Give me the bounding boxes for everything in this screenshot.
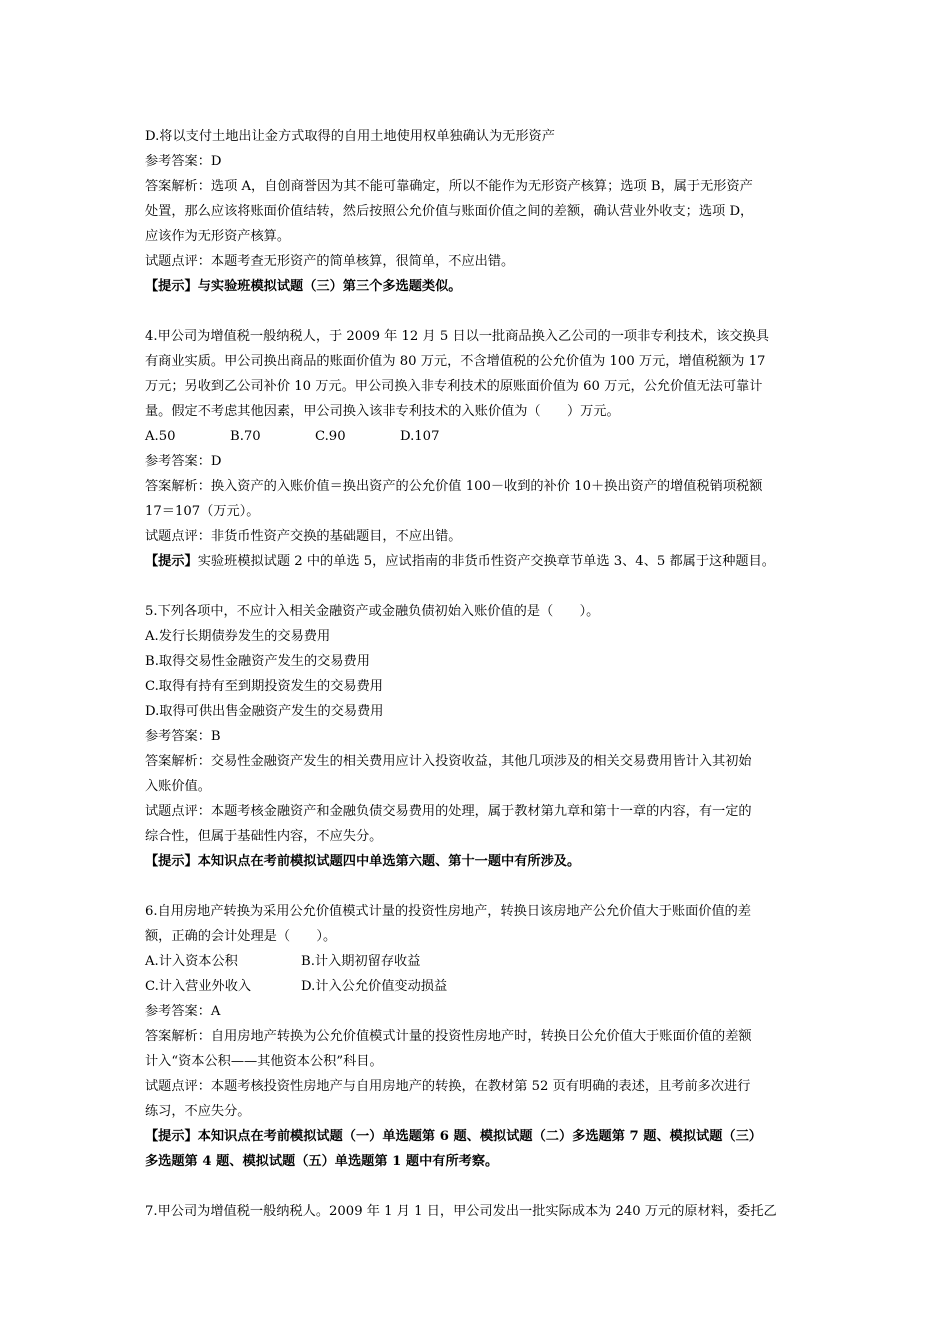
question-stem-line: 额，正确的会计处理是（ ）。 (145, 929, 337, 944)
option-d-line: D.将以支付土地出让金方式取得的自用土地使用权单独确认为无形资产 (145, 129, 555, 144)
reference-answer: 参考答案：B (145, 729, 221, 744)
answer-analysis-line: 计入“资本公积——其他资本公积”科目。 (145, 1054, 383, 1069)
tip-line: 【提示】与实验班模拟试题（三）第三个多选题类似。 (145, 279, 462, 294)
answer-analysis-line: 应该作为无形资产核算。 (145, 229, 291, 244)
tip-text: 实验班模拟试题 2 中的单选 5，应试指南的非货币性资产交换章节单选 3、4、5 都属于这种题目。 (197, 554, 775, 569)
tip-line: 多选题第 4 题、模拟试题（五）单选题第 1 题中有所考察。 (145, 1154, 499, 1169)
answer-analysis-line: 答案解析：交易性金融资产发生的相关费用应计入投资收益，其他几项涉及的相关交易费用皆计入其初始 (145, 754, 752, 769)
answer-analysis-line: 入账价值。 (145, 779, 211, 794)
question-comment: 试题点评：本题考核投资性房地产与自用房地产的转换，在教材第 52 页有明确的表述，且考前多次进行 (145, 1079, 751, 1094)
reference-answer: 参考答案：A (145, 1004, 221, 1019)
question-comment: 练习，不应失分。 (145, 1104, 251, 1119)
document-page (145, 124, 813, 1224)
question-stem-line: 7.甲公司为增值税一般纳税人。2009 年 1 月 1 日，甲公司发出一批实际成本为 240 万元的原材料，委托乙 (145, 1204, 777, 1219)
spacer (145, 874, 813, 899)
options-row (145, 974, 813, 999)
question-3-block (145, 124, 813, 299)
option-b: B.取得交易性金融资产发生的交易费用 (145, 654, 370, 669)
tip-line (145, 549, 813, 574)
question-comment: 试题点评：非货币性资产交换的基础题目，不应出错。 (145, 529, 462, 544)
question-stem-line: 万元；另收到乙公司补价 10 万元。甲公司换入非专利技术的原账面价值为 60 万元，公允价值无法可靠计 (145, 379, 763, 394)
answer-analysis-line: 处置，那么应该将账面价值结转，然后按照公允价值与账面价值之间的差额，确认营业外收支；选项 D， (145, 204, 754, 219)
option-b: B.70 (230, 429, 261, 444)
question-comment: 试题点评：本题考查无形资产的简单核算，很简单，不应出错。 (145, 254, 515, 269)
question-stem-line: 5.下列各项中，不应计入相关金融资产或金融负债初始入账价值的是（ ）。 (145, 604, 600, 619)
answer-analysis-line: 答案解析：选项 A，自创商誉因为其不能可靠确定，所以不能作为无形资产核算；选项 B，属于无形资产 (145, 179, 753, 194)
reference-answer: 参考答案：D (145, 154, 222, 169)
options-row (145, 424, 813, 449)
question-5-block (145, 599, 813, 874)
spacer (145, 299, 813, 324)
question-4-block (145, 324, 813, 574)
option-a: A.50 (145, 429, 176, 444)
tip-line: 【提示】本知识点在考前模拟试题（一）单选题第 6 题、模拟试题（二）多选题第 7 题、模拟试题（三） (145, 1129, 762, 1144)
spacer (145, 1174, 813, 1199)
option-d: D.107 (400, 429, 440, 444)
question-6-block (145, 899, 813, 1174)
reference-answer: 参考答案：D (145, 454, 222, 469)
question-stem-line: 有商业实质。甲公司换出商品的账面价值为 80 万元，不含增值税的公允价值为 100 万元，增值税额为 17 (145, 354, 766, 369)
option-d: D.取得可供出售金融资产发生的交易费用 (145, 704, 384, 719)
option-c: C.90 (315, 429, 346, 444)
answer-analysis-line: 答案解析：换入资产的入账价值＝换出资产的公允价值 100－收到的补价 10＋换出资产的增值税销项税额 (145, 479, 763, 494)
question-comment: 试题点评：本题考核金融资产和金融负债交易费用的处理，属于教材第九章和第十一章的内容，有一定的 (145, 804, 752, 819)
answer-analysis-line: 答案解析：自用房地产转换为公允价值模式计量的投资性房地产时，转换日公允价值大于账面价值的差额 (145, 1029, 752, 1044)
question-stem-line: 量。假定不考虑其他因素，甲公司换入该非专利技术的入账价值为（ ）万元。 (145, 404, 620, 419)
option-c: C.取得有持有至到期投资发生的交易费用 (145, 679, 383, 694)
option-d: D.计入公允价值变动损益 (301, 979, 448, 994)
question-stem-line: 4.甲公司为增值税一般纳税人，于 2009 年 12 月 5 日以一批商品换入乙公司的一项非专利技术，该交换具 (145, 329, 769, 344)
option-a: A.计入资本公积 (145, 954, 238, 969)
answer-analysis-line: 17＝107（万元）。 (145, 504, 260, 519)
option-b: B.计入期初留存收益 (301, 954, 421, 969)
options-row (145, 949, 813, 974)
tip-line: 【提示】本知识点在考前模拟试题四中单选第六题、第十一题中有所涉及。 (145, 854, 581, 869)
option-a: A.发行长期债券发生的交易费用 (145, 629, 331, 644)
question-comment: 综合性，但属于基础性内容，不应失分。 (145, 829, 383, 844)
spacer (145, 574, 813, 599)
question-stem-line: 6.自用房地产转换为采用公允价值模式计量的投资性房地产，转换日该房地产公允价值大于账面价值的差 (145, 904, 752, 919)
question-7-block (145, 1199, 813, 1224)
option-c: C.计入营业外收入 (145, 979, 252, 994)
tip-label: 【提示】 (145, 554, 198, 569)
